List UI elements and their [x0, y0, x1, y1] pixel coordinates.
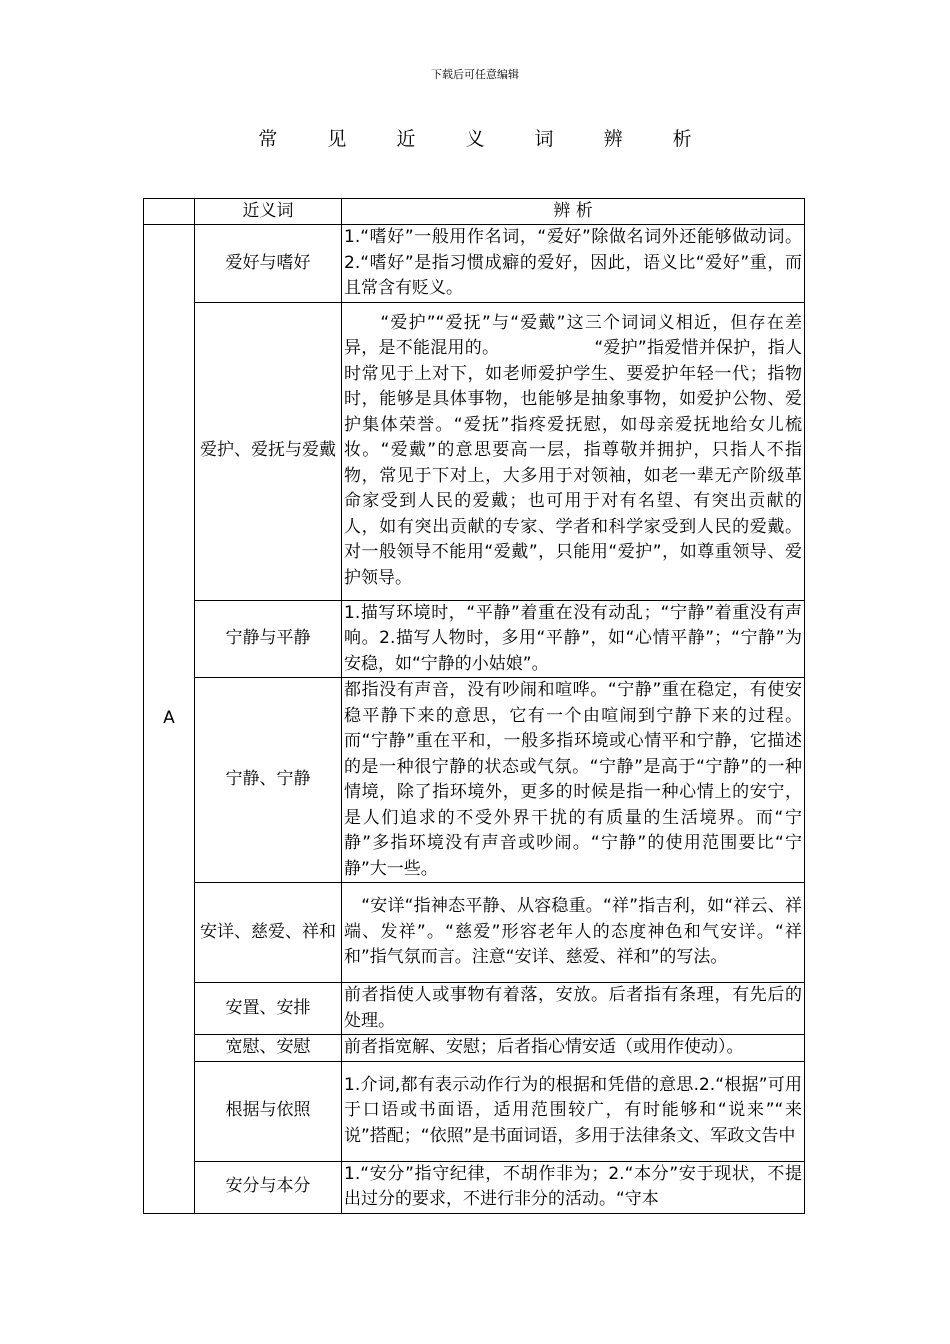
table-row — [144, 983, 805, 1035]
header-cell-letter — [144, 199, 195, 225]
table-row — [144, 1061, 805, 1161]
word-cell: 爱好与嗜好 — [195, 225, 342, 303]
desc-cell: 1.介词,都有表示动作行为的根据和凭借的意思.2.“根据”可用于口语或书面语，适用范围较广，有时能够和“说来”“来说”搭配；“依照”是书面词语，多用于法律条文、军政文告中 — [342, 1061, 805, 1161]
desc-cell: “安详“指神态平静、从容稳重。“祥”指吉利，如“祥云、祥端、发祥”。“慈爱”形容老年人的态度神色和气安详。“祥和”指气氛而言。注意“安详、慈爱、祥和”的写法。 — [342, 883, 805, 983]
desc-cell: 前者指使人或事物有着落，安放。后者指有条理，有先后的处理。 — [342, 983, 805, 1035]
synonym-table — [143, 198, 805, 1214]
table-row — [144, 883, 805, 983]
word-cell: 安置、安排 — [195, 983, 342, 1035]
table-header-row — [144, 199, 805, 225]
desc-cell: 1.描写环境时，“平静”着重在没有动乱；“宁静”着重没有声响。2.描写人物时，多用“平静”，如“心情平静”；“宁静”为安稳，如“宁静的小姑娘”。 — [342, 600, 805, 678]
desc-cell: 前者指宽解、安慰；后者指心情安适（或用作使动）。 — [342, 1035, 805, 1062]
section-letter: A — [144, 225, 195, 1214]
header-note: 下载后可任意编辑 — [431, 68, 519, 81]
table-row — [144, 678, 805, 883]
header-desc-label: 辨 析 — [553, 201, 593, 221]
table-row — [144, 225, 805, 303]
desc-cell: 都指没有声音，没有吵闹和喧哗。“宁静”重在稳定，有使安稳平静下来的意思，它有一个由喧闹到宁静下来的过程。而“宁静”重在平和，一般多指环境或心情平和宁静，它描述的是一种很宁静的状态或气氛。“宁静”是高于“宁静”的一种情境，除了指环境外，更多的时候是指一种心情上的安宁，是人们追求的不受外界干扰的有质量的生活境界。而“宁静”多指环境没有声音或吵闹。“宁静”的使用范围要比“宁静”大一些。 — [342, 678, 805, 883]
desc-cell: “爱护”“爱抚”与“爱戴”这三个词词义相近，但存在差异，是不能混用的。 “爱护”指爱惜并保护，指人时常见于上对下，如老师爱护学生、要爱护年轻一代；指物时，能够是具体事物，也能够是抽象事物，如爱护公物、爱护集体荣誉。“爱抚”指疼爱抚慰，如母亲爱抚地给女儿梳妆。“爱戴”的意思要高一层，指尊敬并拥护，只指人不指物，常见于下对上，大多用于对领袖，如老一辈无产阶级革命家受到人民的爱戴；也可用于对有名望、有突出贡献的人，如有突出贡献的专家、学者和科学家受到人民的爱戴。对一般领导不能用“爱戴”，只能用“爱护”，如尊重领导、爱护领导。 — [342, 302, 805, 600]
document-title: 常 见 近 义 词 辨 析 — [258, 128, 714, 150]
word-cell: 安分与本分 — [195, 1161, 342, 1213]
word-cell: 爱护、爱抚与爱戴 — [195, 302, 342, 600]
word-cell: 宁静、宁静 — [195, 678, 342, 883]
header-cell-word: 近义词 — [195, 199, 342, 225]
desc-cell: 1.“嗜好”一般用作名词，“爱好”除做名词外还能够做动词。2.“嗜好”是指习惯成癖的爱好，因此，语义比“爱好”重，而且常含有贬义。 — [342, 225, 805, 303]
table-row — [144, 1035, 805, 1062]
word-cell: 安详、慈爱、祥和 — [195, 883, 342, 983]
table-row — [144, 302, 805, 600]
table-row — [144, 1161, 805, 1213]
header-cell-desc — [342, 199, 805, 225]
table-row — [144, 600, 805, 678]
desc-cell: 1.“安分”指守纪律，不胡作非为；2.“本分”安于现状，不提出过分的要求，不进行非分的活动。“守本 — [342, 1161, 805, 1213]
word-cell: 根据与依照 — [195, 1061, 342, 1161]
word-cell: 宽慰、安慰 — [195, 1035, 342, 1062]
word-cell: 宁静与平静 — [195, 600, 342, 678]
